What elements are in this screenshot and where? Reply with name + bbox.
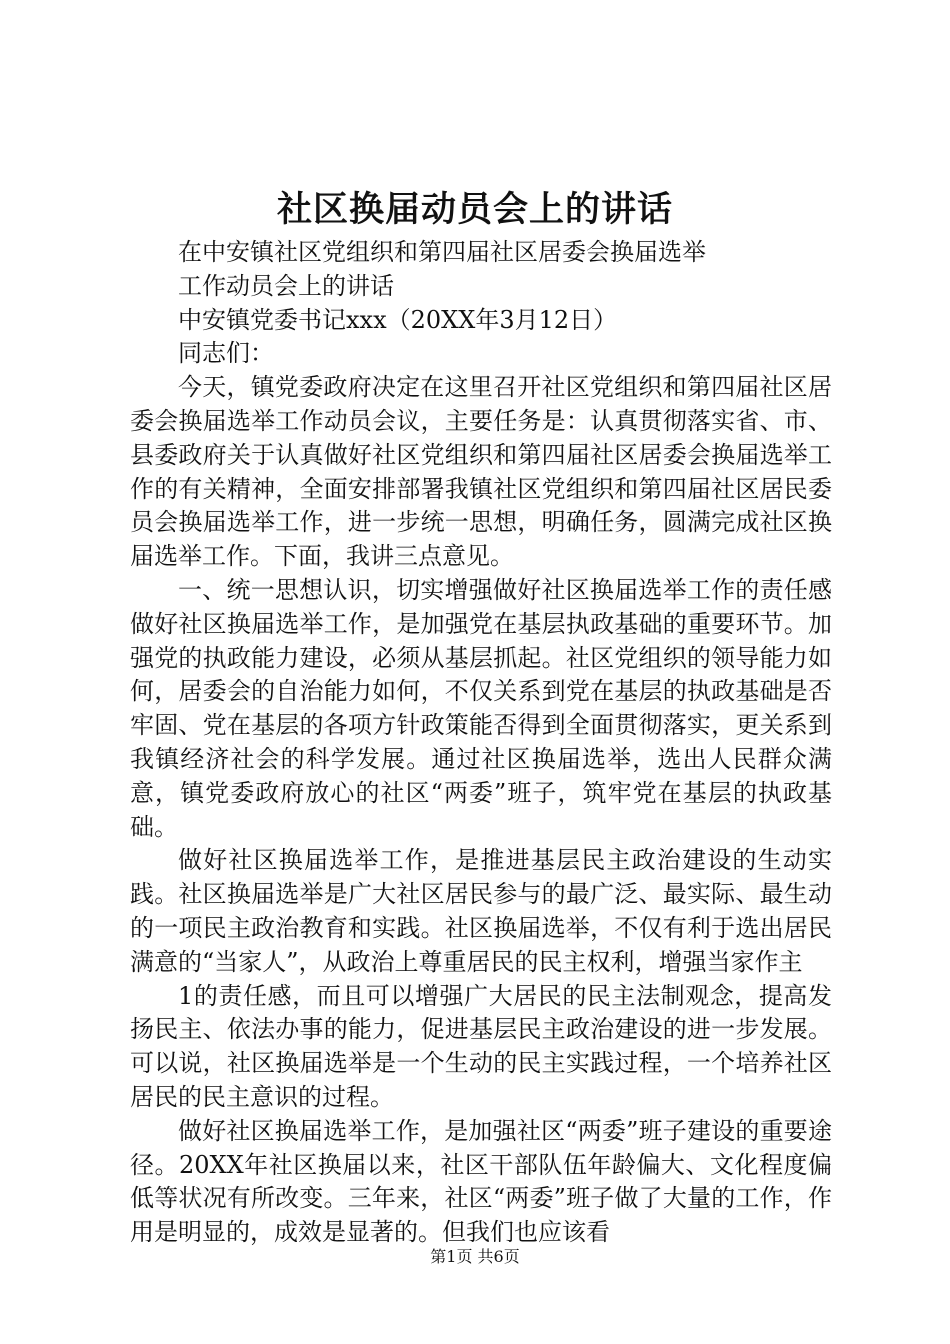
subtitle-line-1: 在中安镇社区党组织和第四届社区居委会换届选举 (178, 238, 706, 266)
paragraph: 一、统一思想认识，切实增强做好社区换届选举工作的责任感做好社区换届选举工作，是加强党在基层执政基础的重要环节。加强党的执政能力建设，必须从基层抓起。社区党组织的领导能力如何，居委会的自治能力如何，不仅关系到党在基层的执政基础是否牢固、党在基层的各项方针政策能否得到全面贯彻落实，更关系到我镇经济社会的科学发展。通过社区换届选举，选出人民群众满意，镇党委政府放心的社区“两委”班子，筑牢党在基层的执政基础。 (130, 575, 832, 841)
paragraph: 1的责任感，而且可以增强广大居民的民主法制观念，提高发扬民主、依法办事的能力，促进基层民主政治建设的进一步发展。可以说，社区换届选举是一个生动的民主实践过程，一个培养社区居民的民主意识的过程。 (130, 981, 832, 1111)
page-number: 第1页 共6页 (430, 1247, 520, 1266)
document-title: 社区换届动员会上的讲话 (276, 189, 673, 230)
paragraph: 做好社区换届选举工作，是加强社区“两委”班子建设的重要途径。20XX年社区换届以来，社区干部队伍年龄偏大、文化程度偏低等状况有所改变。三年来，社区“两委”班子做了大量的工作，作用是明显的，成效是显著的。但我们也应该看 (130, 1116, 832, 1247)
paragraph: 今天，镇党委政府决定在这里召开社区党组织和第四届社区居委会换届选举工作动员会议，主要任务是：认真贯彻落实省、市、县委政府关于认真做好社区党组织和第四届社区居委会换届选举工作的有关精神，全面安排部署我镇社区党组织和第四届社区居民委员会换届选举工作，进一步统一思想，明确任务，圆满完成社区换届选举工作。下面，我讲三点意见。 (130, 373, 832, 571)
document-body (130, 236, 832, 1250)
speaker-line: 中安镇党委书记xxx（20XX年3月12日） (178, 305, 618, 334)
paragraph: 做好社区换届选举工作，是推进基层民主政治建设的生动实践。社区换届选举是广大社区居民参与的最广泛、最实际、最生动的一项民主政治教育和实践。社区换届选举，不仅有利于选出居民满意的“当家人”，从政治上尊重居民的民主权利，增强当家作主 (130, 846, 832, 976)
subtitle-line-2: 工作动员会上的讲话 (178, 271, 394, 300)
salutation: 同志们： (178, 339, 274, 368)
